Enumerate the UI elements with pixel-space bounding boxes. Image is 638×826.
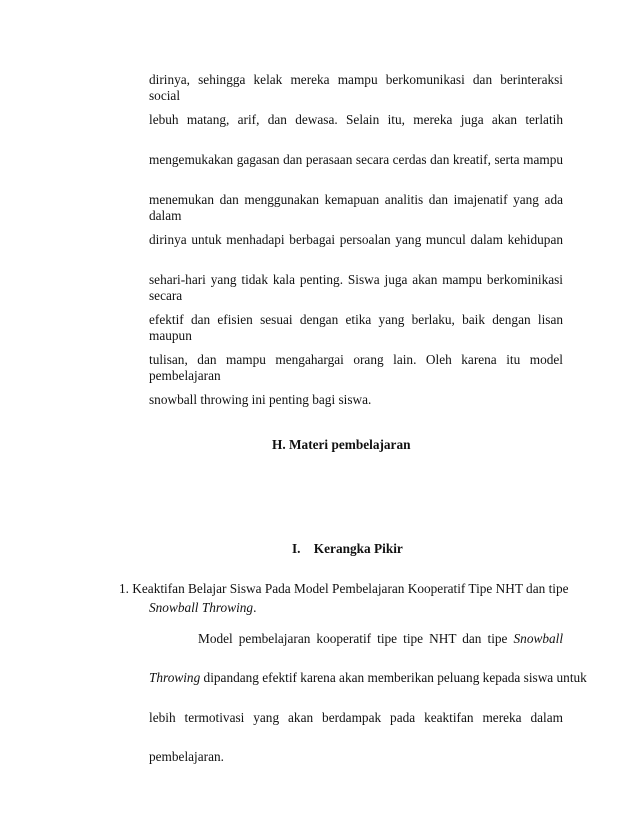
paragraph-line: dirinya, sehingga kelak mereka mampu berkomunikasi dan berinteraksi social	[149, 72, 563, 103]
paragraph-line: dirinya untuk menhadapi berbagai persoalan yang muncul dalam kehidupan	[149, 232, 563, 247]
paragraph-line: efektif dan efisien sesuai dengan etika yang berlaku, baik dengan lisan maupun	[149, 312, 563, 343]
paragraph-line: lebih termotivasi yang akan berdampak pada keaktifan mereka dalam	[149, 710, 563, 725]
heading-number: H.	[272, 437, 286, 452]
paragraph-line	[198, 631, 563, 647]
paragraph-line: lebuh matang, arif, dan dewasa. Selain itu, mereka juga akan terlatih	[149, 112, 563, 127]
paragraph-line: pembelajaran.	[149, 749, 224, 764]
italic-term: Throwing	[149, 670, 201, 685]
paragraph-line: snowball throwing ini penting bagi siswa.	[149, 392, 372, 407]
section-heading-h	[272, 437, 410, 453]
list-item-title: 1. Keaktifan Belajar Siswa Pada Model Pembelajaran Kooperatif Tipe NHT dan tipe	[119, 581, 569, 596]
paragraph-line: sehari-hari yang tidak kala penting. Siswa juga akan mampu berkominikasi secara	[149, 272, 563, 303]
text-run: Model pembelajaran kooperatif tipe tipe NHT dan tipe	[198, 631, 508, 646]
text-run: dipandang efektif karena akan memberikan peluang kepada siswa untuk	[200, 670, 587, 685]
italic-term: Snowball	[513, 631, 564, 646]
paragraph-line	[149, 670, 587, 686]
italic-term: Snowball Throwing	[149, 600, 254, 615]
paragraph-line: tulisan, dan mampu mengahargai orang lain. Oleh karena itu model pembelajaran	[149, 352, 563, 383]
paragraph-line: mengemukakan gagasan dan perasaan secara cerdas dan kreatif, serta mampu	[149, 152, 563, 167]
heading-number: I.	[292, 541, 301, 556]
heading-title: Kerangka Pikir	[313, 541, 403, 556]
heading-title: Materi pembelajaran	[289, 437, 411, 452]
list-item-title-continued	[149, 600, 256, 616]
section-heading-i	[292, 541, 403, 557]
paragraph-line: menemukan dan menggunakan kemapuan analitis dan imajenatif yang ada dalam	[149, 192, 563, 223]
period: .	[253, 600, 257, 615]
